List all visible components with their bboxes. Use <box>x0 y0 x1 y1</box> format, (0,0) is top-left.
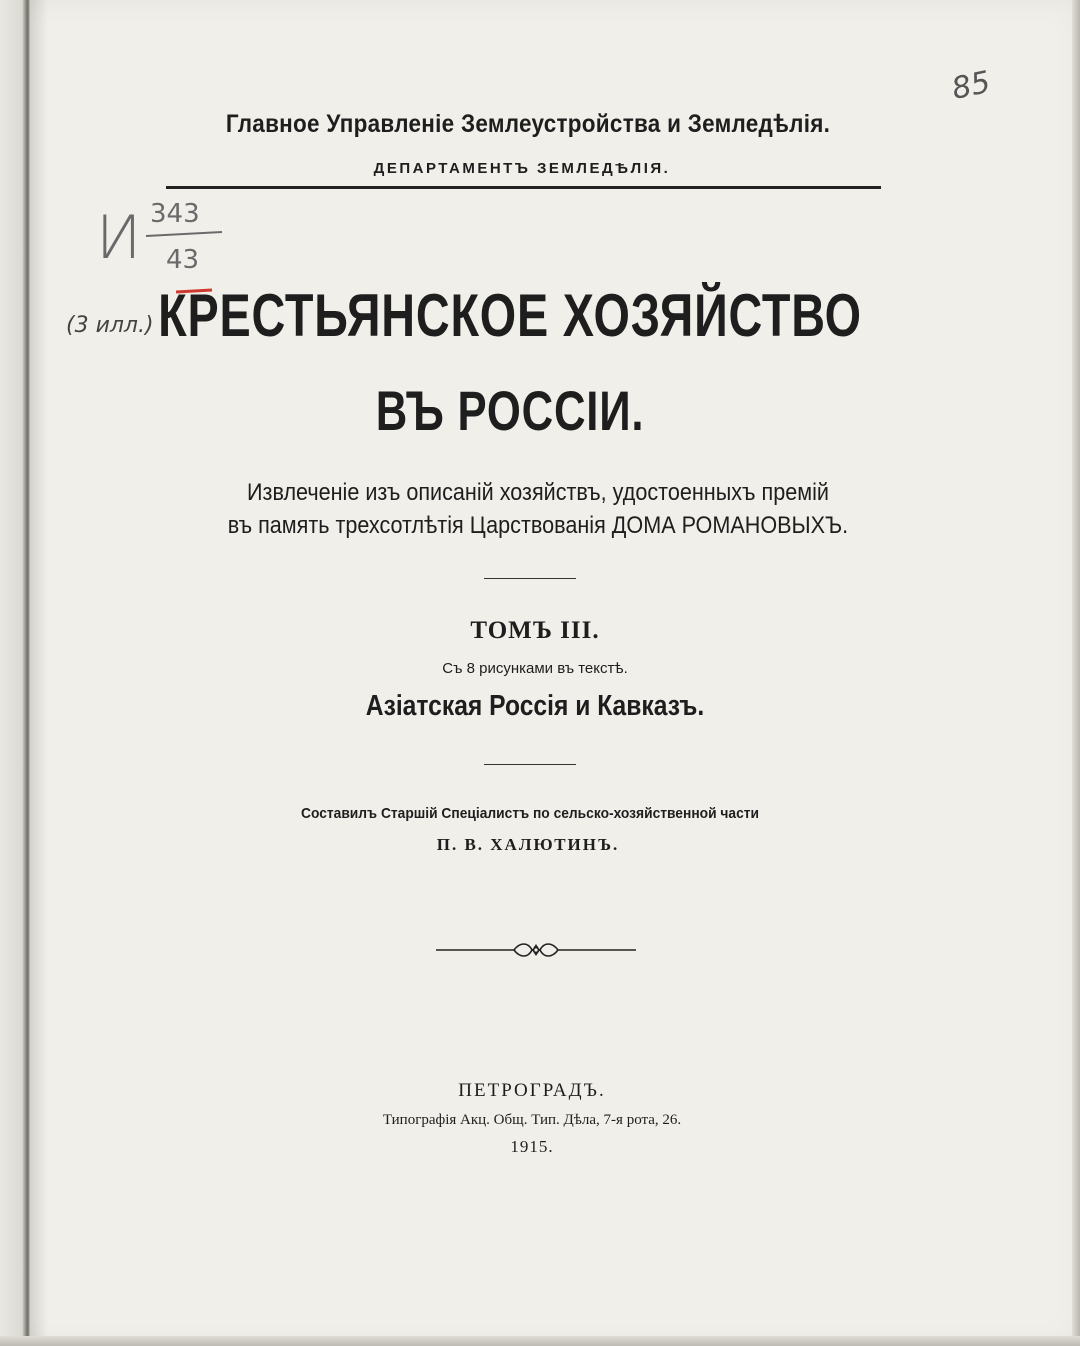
shelfmark-bottom: 43 <box>166 245 200 275</box>
volume-label: ТОМЪ III. <box>470 617 600 644</box>
subtitle-line-1: Извлеченіе изъ описаній хозяйствъ, удостоенныхъ премій <box>247 479 829 506</box>
ornament-flourish-icon <box>436 938 636 962</box>
imprint-city: ПЕТРОГРАДЪ. <box>458 1080 606 1101</box>
compiler-credit: Составилъ Старшій Спеціалистъ по сельско-хозяйственной части <box>300 805 760 822</box>
imprint-press: Типографія Акц. Общ. Тип. Дѣла, 7-я рота, 26. <box>382 1112 682 1128</box>
section-divider-1 <box>484 578 576 579</box>
book-title-line-2: ВЪ РОССІИ. <box>375 379 645 442</box>
header-divider <box>166 186 881 189</box>
page-bottom-edge <box>0 1336 1080 1346</box>
book-title-line-1: КРЕСТЬЯНСКОЕ ХОЗЯЙСТВО <box>158 282 862 349</box>
department-heading: ДЕПАРТАМЕНТЪ ЗЕМЛЕДѢЛІЯ. <box>373 160 671 177</box>
shelfmark-top: 343 <box>150 199 200 229</box>
figures-note: Съ 8 рисунками въ текстѣ. <box>442 660 628 677</box>
volume-region-title: Азіатская Россія и Кавказъ. <box>365 690 705 722</box>
author-name: П. В. ХАЛЮТИНЪ. <box>436 835 620 854</box>
subtitle-line-2: въ память трехсотлѣтія Царствованія ДОМА РОМАНОВЫХЪ. <box>227 512 849 539</box>
organization-heading: Главное Управленіе Землеустройства и Земледѣлія. <box>225 110 831 138</box>
shelfmark-letter: И <box>96 203 142 273</box>
section-divider-2 <box>484 764 576 765</box>
imprint-year: 1915. <box>510 1137 554 1156</box>
illustrations-note: (3 илл.) <box>66 313 154 338</box>
page-corner-number: 85 <box>948 64 994 107</box>
